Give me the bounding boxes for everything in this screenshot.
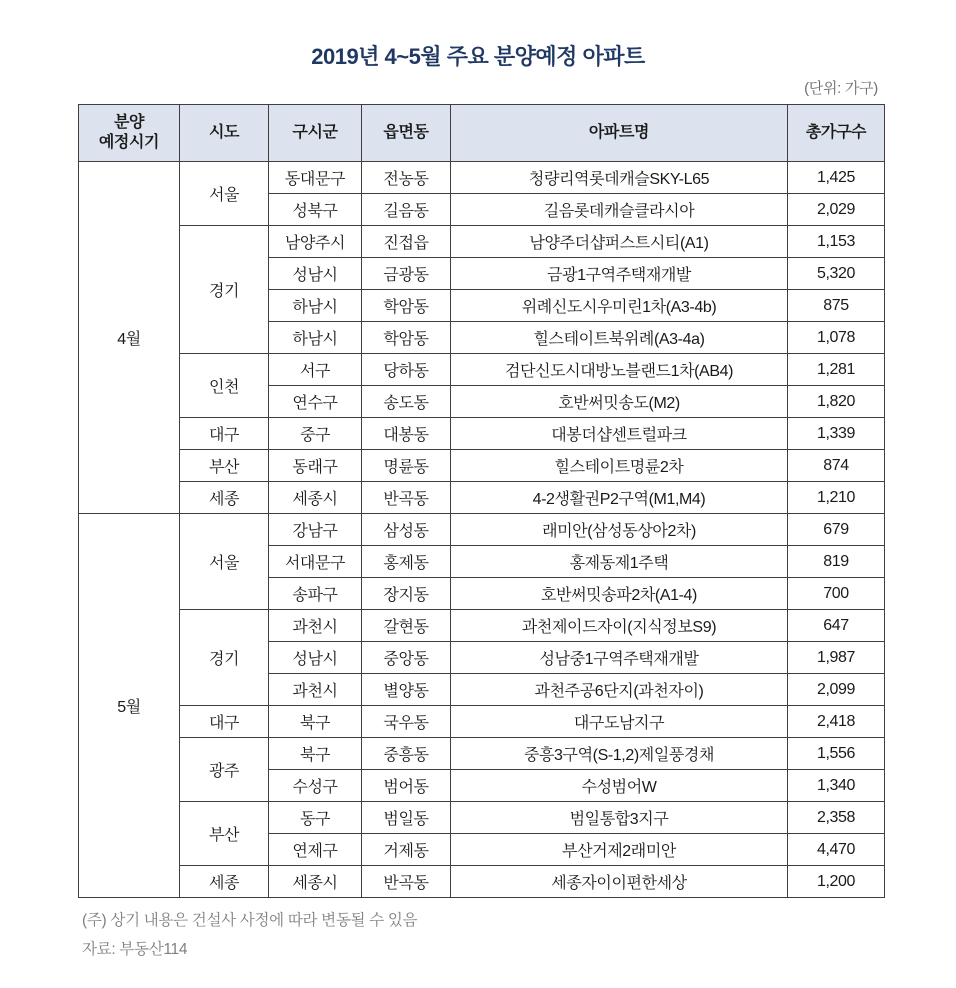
cell-dong: 당하동 [362,354,451,386]
footnote-disclaimer: (주) 상기 내용은 건설사 사정에 따라 변동될 수 있음 [82,912,418,929]
cell-dong: 국우동 [362,706,451,738]
column-header-gu: 구시군 [269,105,362,162]
cell-gu: 동구 [269,802,362,834]
cell-total-units: 1,556 [788,738,885,770]
cell-dong: 반곡동 [362,866,451,898]
cell-apartment-name: 힐스테이트북위례(A3-4a) [451,322,788,354]
cell-sido: 부산 [180,450,269,482]
cell-apartment-name: 대구도남지구 [451,706,788,738]
cell-gu: 남양주시 [269,226,362,258]
footnote-source: 자료: 부동산114 [82,941,188,959]
cell-dong: 범어동 [362,770,451,802]
cell-total-units: 700 [788,578,885,610]
column-header-total-units: 총가구수 [788,105,885,162]
cell-sido: 부산 [180,802,269,866]
cell-dong: 금광동 [362,258,451,290]
apartment-supply-table [78,104,885,898]
cell-total-units: 875 [788,290,885,322]
cell-gu: 서구 [269,354,362,386]
cell-apartment-name: 성남중1구역주택재개발 [451,642,788,674]
cell-dong: 범일동 [362,802,451,834]
cell-total-units: 1,987 [788,642,885,674]
cell-gu: 하남시 [269,290,362,322]
cell-total-units: 5,320 [788,258,885,290]
cell-apartment-name: 세종자이이편한세상 [451,866,788,898]
cell-total-units: 1,340 [788,770,885,802]
cell-dong: 진접읍 [362,226,451,258]
column-header-period-line2: 예정시기 [98,134,160,151]
cell-sido: 세종 [180,866,269,898]
cell-gu: 북구 [269,738,362,770]
cell-dong: 전농동 [362,162,451,194]
page-title: 2019년 4~5월 주요 분양예정 아파트 [311,44,645,69]
cell-gu: 세종시 [269,866,362,898]
cell-total-units: 2,099 [788,674,885,706]
column-header-dong: 읍면동 [362,105,451,162]
table-row [79,482,885,514]
cell-total-units: 1,200 [788,866,885,898]
cell-apartment-name: 길음롯데캐슬클라시아 [451,194,788,226]
cell-total-units: 647 [788,610,885,642]
cell-apartment-name: 과천주공6단지(과천자이) [451,674,788,706]
cell-period: 5월 [79,514,180,898]
cell-gu: 중구 [269,418,362,450]
cell-apartment-name: 중흥3구역(S-1,2)제일풍경채 [451,738,788,770]
column-header-period [79,105,180,162]
cell-sido: 경기 [180,610,269,706]
cell-gu: 연제구 [269,834,362,866]
cell-dong: 별양동 [362,674,451,706]
cell-sido: 대구 [180,706,269,738]
cell-gu: 하남시 [269,322,362,354]
table-row [79,162,885,194]
cell-gu: 서대문구 [269,546,362,578]
table-row [79,738,885,770]
cell-total-units: 1,425 [788,162,885,194]
cell-dong: 거제동 [362,834,451,866]
cell-dong: 중흥동 [362,738,451,770]
cell-apartment-name: 호반써밋송도(M2) [451,386,788,418]
cell-total-units: 4,470 [788,834,885,866]
cell-gu: 세종시 [269,482,362,514]
cell-total-units: 2,418 [788,706,885,738]
cell-dong: 명륜동 [362,450,451,482]
cell-apartment-name: 호반써밋송파2차(A1-4) [451,578,788,610]
cell-period: 4월 [79,162,180,514]
cell-apartment-name: 위례신도시우미린1차(A3-4b) [451,290,788,322]
cell-apartment-name: 래미안(삼성동상아2차) [451,514,788,546]
cell-sido: 세종 [180,482,269,514]
cell-gu: 동대문구 [269,162,362,194]
table-row [79,802,885,834]
cell-sido: 인천 [180,354,269,418]
cell-apartment-name: 범일통합3지구 [451,802,788,834]
cell-gu: 성남시 [269,642,362,674]
table-row [79,450,885,482]
cell-apartment-name: 청량리역롯데캐슬SKY-L65 [451,162,788,194]
cell-dong: 반곡동 [362,482,451,514]
cell-apartment-name: 홍제동제1주택 [451,546,788,578]
cell-dong: 대봉동 [362,418,451,450]
cell-apartment-name: 검단신도시대방노블랜드1차(AB4) [451,354,788,386]
cell-apartment-name: 수성범어W [451,770,788,802]
table-row [79,866,885,898]
cell-total-units: 1,078 [788,322,885,354]
cell-apartment-name: 과천제이드자이(지식정보S9) [451,610,788,642]
table-header [79,105,885,162]
cell-total-units: 1,820 [788,386,885,418]
cell-apartment-name: 힐스테이트명륜2차 [451,450,788,482]
cell-sido: 서울 [180,162,269,226]
cell-dong: 학암동 [362,290,451,322]
cell-dong: 중앙동 [362,642,451,674]
cell-sido: 대구 [180,418,269,450]
cell-total-units: 1,339 [788,418,885,450]
cell-apartment-name: 부산거제2래미안 [451,834,788,866]
column-header-sido: 시도 [180,105,269,162]
cell-dong: 학암동 [362,322,451,354]
table-row [79,610,885,642]
cell-total-units: 1,281 [788,354,885,386]
column-header-apartment-name: 아파트명 [451,105,788,162]
cell-gu: 과천시 [269,610,362,642]
table-row [79,226,885,258]
cell-gu: 수성구 [269,770,362,802]
cell-gu: 동래구 [269,450,362,482]
cell-dong: 갈현동 [362,610,451,642]
cell-gu: 연수구 [269,386,362,418]
cell-gu: 북구 [269,706,362,738]
cell-gu: 강남구 [269,514,362,546]
cell-total-units: 1,210 [788,482,885,514]
cell-apartment-name: 대봉더샵센트럴파크 [451,418,788,450]
cell-total-units: 1,153 [788,226,885,258]
cell-dong: 장지동 [362,578,451,610]
cell-total-units: 874 [788,450,885,482]
cell-sido: 경기 [180,226,269,354]
unit-note: (단위: 가구) [804,80,878,97]
column-header-period-line1: 분양 [113,114,145,131]
cell-sido: 광주 [180,738,269,802]
table-header-row [79,105,885,162]
table-row [79,706,885,738]
footnotes [0,898,956,965]
cell-sido: 서울 [180,514,269,610]
cell-dong: 길음동 [362,194,451,226]
table-container [0,104,956,898]
cell-dong: 송도동 [362,386,451,418]
cell-apartment-name: 4-2생활권P2구역(M1,M4) [451,482,788,514]
cell-dong: 삼성동 [362,514,451,546]
table-row [79,514,885,546]
table-body [79,162,885,898]
cell-total-units: 679 [788,514,885,546]
table-row [79,418,885,450]
cell-total-units: 2,029 [788,194,885,226]
cell-total-units: 819 [788,546,885,578]
cell-apartment-name: 남양주더샵퍼스트시티(A1) [451,226,788,258]
cell-total-units: 2,358 [788,802,885,834]
cell-gu: 송파구 [269,578,362,610]
cell-apartment-name: 금광1구역주택재개발 [451,258,788,290]
cell-gu: 과천시 [269,674,362,706]
cell-gu: 성북구 [269,194,362,226]
table-row [79,354,885,386]
cell-dong: 홍제동 [362,546,451,578]
cell-gu: 성남시 [269,258,362,290]
